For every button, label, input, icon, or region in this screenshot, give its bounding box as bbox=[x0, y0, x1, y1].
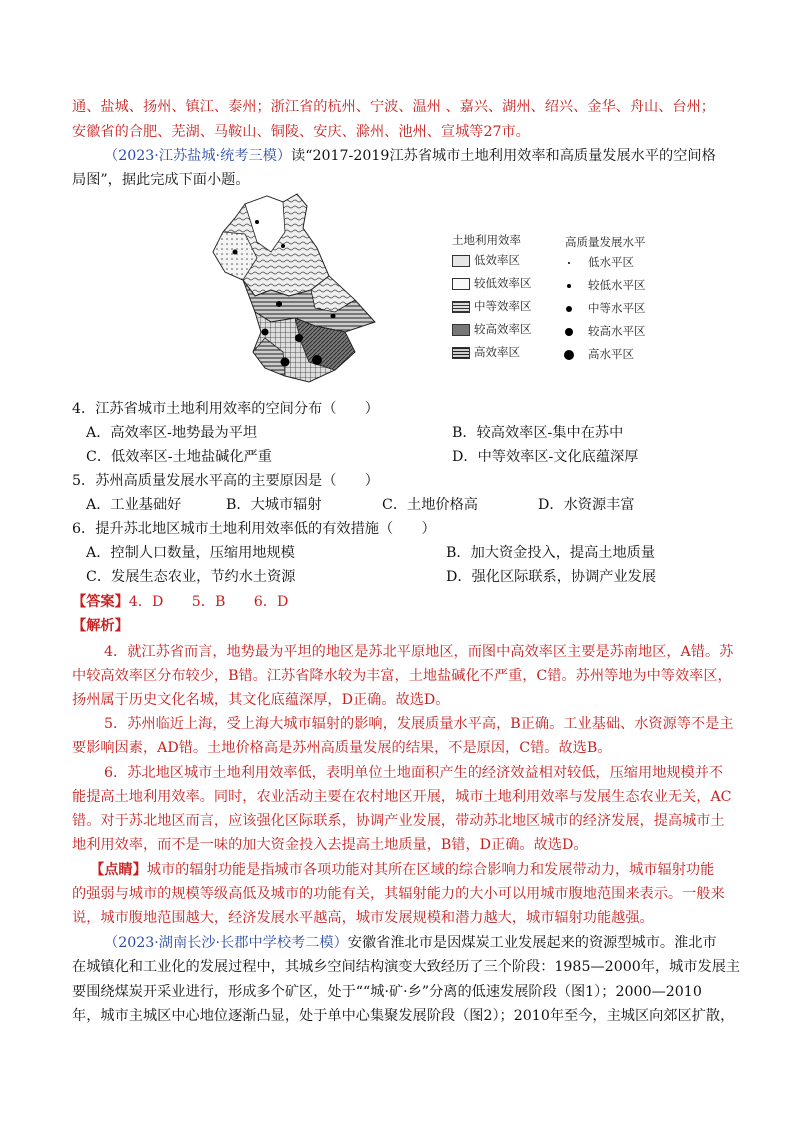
question-group-2-header bbox=[104, 932, 764, 954]
legend-swatch bbox=[452, 347, 470, 359]
legend-swatch bbox=[452, 278, 470, 290]
question-4-stem: 4．江苏省城市土地利用效率的空间分布（ ） bbox=[72, 401, 379, 417]
question-group-2-line-4: 年，城市主城区中心地位逐渐凸显，处于单中心集聚发展阶段（图2）；2010年至今，主城区向郊区扩散， bbox=[72, 1008, 735, 1024]
analysis-line-9: 地利用效率，而不是一味的加大资金投入去提高土地质量，B错，D正确。故选D。 bbox=[72, 837, 588, 853]
answer-line bbox=[72, 591, 732, 613]
question-6-option-b[interactable]: B．加大资金投入，提高土地质量 bbox=[446, 545, 656, 561]
legend-land-item-3: 中等效率区 bbox=[452, 298, 532, 314]
legend-dot-2 bbox=[567, 284, 571, 288]
tip-line-1 bbox=[90, 859, 750, 881]
question-intro: 读“2017-2019江苏省城市土地利用效率和高质量发展水平的空间格 bbox=[291, 148, 716, 164]
question-source: （2023·江苏盐城·统考三模） bbox=[104, 148, 292, 164]
legend-dot-3 bbox=[566, 306, 572, 312]
tip-text-1: 城市的辐射功能是指城市各项功能对其所在区域的综合影响力和发展带动力，城市辐射功能 bbox=[146, 862, 715, 878]
legend-quality-item-2: 较低水平区 bbox=[588, 278, 646, 292]
city-dot-5 bbox=[262, 329, 269, 336]
question-4-option-a[interactable]: A．高效率区-地势最为平坦 bbox=[86, 425, 258, 441]
tip-label: 【点睛】 bbox=[90, 862, 147, 878]
legend-swatch bbox=[452, 301, 470, 313]
analysis-line-7: 能提高土地利用效率。同时，农业活动主要在农村地区开展，城市土地利用效率与发展生态农业无关，AC bbox=[72, 789, 732, 805]
legend-dot-5 bbox=[564, 350, 574, 360]
tip-line-2: 的强弱与城市的规模等级高低及城市的功能有关，其辐射能力的大小可以用城市腹地范围来表示。一般来 bbox=[72, 886, 725, 902]
question-5-stem: 5．苏州高质量发展水平高的主要原因是（ ） bbox=[72, 473, 379, 489]
city-dot-3 bbox=[281, 244, 285, 248]
legend-quality-item-3: 中等水平区 bbox=[588, 301, 646, 315]
legend-land-item-5: 高效率区 bbox=[452, 344, 520, 360]
question-5-option-c[interactable]: C．土地价格高 bbox=[382, 497, 478, 513]
city-dot-8 bbox=[281, 358, 290, 367]
analysis-line-3: 扬州属于历史文化名城，其文化底蕴深厚，D正确。故选D。 bbox=[72, 692, 450, 708]
question-6-stem: 6．提升苏北地区城市土地利用效率低的有效措施（ ） bbox=[72, 521, 436, 537]
legend-dot-1 bbox=[568, 262, 570, 264]
analysis-label: 【解析】 bbox=[72, 618, 129, 634]
city-dot-9 bbox=[331, 314, 336, 319]
analysis-line-2: 中较高效率区分布较少，B错。江苏省降水较为丰富，土地盐碱化不严重，C错。苏州等地为中等效率区， bbox=[72, 668, 732, 684]
question-4-option-c[interactable]: C．低效率区-土地盐碱化严重 bbox=[86, 449, 272, 465]
city-dot-2 bbox=[233, 250, 238, 255]
legend-swatch bbox=[452, 255, 470, 267]
legend-land-title: 土地利用效率 bbox=[452, 233, 521, 247]
question-5-option-b[interactable]: B．大城市辐射 bbox=[226, 497, 322, 513]
city-dot-1 bbox=[255, 220, 259, 224]
jiangsu-map-figure bbox=[205, 192, 385, 387]
analysis-line-6: 6．苏北地区城市土地利用效率低，表明单位土地面积产生的经济效益相对较低，压缩用地规模并不 bbox=[104, 765, 724, 781]
legend-dot-4 bbox=[565, 328, 573, 336]
analysis-line-4: 5．苏州临近上海，受上海大城市辐射的影响，发展质量水平高，B正确。工业基础、水资源等不是主 bbox=[104, 716, 734, 732]
city-dot-7 bbox=[312, 355, 322, 365]
question-6-option-d[interactable]: D．强化区际联系，协调产业发展 bbox=[446, 569, 657, 585]
question-group-2-line-3: 要围绕煤炭开采业进行，形成多个矿区，处于““城·矿·乡”分离的低速发展阶段（图1）；2000—2010 bbox=[72, 984, 702, 1000]
analysis-line-8: 错。对于苏北地区而言，应该强化区际联系，协调产业发展，带动苏北地区城市的经济发展，提高城市土 bbox=[72, 813, 725, 829]
question-group-2-text-1: 安徽省淮北市是因煤炭工业发展起来的资源型城市。淮北市 bbox=[347, 935, 717, 951]
legend-land-item-1: 低效率区 bbox=[452, 252, 520, 268]
answer-label: 【答案】 bbox=[72, 594, 129, 610]
legend-swatch bbox=[452, 324, 470, 336]
legend-quality-item-1: 低水平区 bbox=[588, 255, 634, 269]
question-5-option-d[interactable]: D．水资源丰富 bbox=[538, 497, 635, 513]
city-dot-6 bbox=[295, 334, 303, 342]
question-group-1-header bbox=[104, 145, 764, 167]
tip-line-3: 说，城市腹地范围越大，经济发展水平越高，城市发展规模和潜力越大，城市辐射功能越强。 bbox=[72, 910, 654, 926]
question-intro-line-2: 局图”，据此完成下面小题。 bbox=[72, 172, 250, 188]
legend-quality-item-4: 较高水平区 bbox=[588, 324, 646, 338]
question-6-option-a[interactable]: A．控制人口数量，压缩用地规模 bbox=[86, 545, 295, 561]
legend-land-item-2: 较低效率区 bbox=[452, 275, 532, 291]
intro-line-1: 通、盐城、扬州、镇江、泰州；浙江省的杭州、宁波、温州 、嘉兴、湖州、绍兴、金华、舟山、台州； bbox=[72, 99, 715, 115]
intro-line-2: 安徽省的合肥、芜湖、马鞍山、铜陵、安庆、滁州、池州、宣城等27市。 bbox=[72, 124, 530, 140]
legend-land-item-4: 较高效率区 bbox=[452, 321, 532, 337]
answer-value: 4．D 5．B 6．D bbox=[128, 594, 289, 610]
city-dot-4 bbox=[276, 301, 282, 307]
question-5-option-a[interactable]: A．工业基础好 bbox=[86, 497, 182, 513]
analysis-line-5: 要影响因素，AD错。土地价格高是苏州高质量发展的结果，不是原因，C错。故选B。 bbox=[72, 740, 612, 756]
question-4-option-b[interactable]: B．较高效率区-集中在苏中 bbox=[452, 425, 624, 441]
legend-quality-title: 高质量发展水平 bbox=[565, 235, 646, 249]
legend-quality-item-5: 高水平区 bbox=[588, 347, 634, 361]
question-group-2-line-2: 在城镇化和工业化的发展过程中，其城乡空间结构演变大致经历了三个阶段：1985—2000年，城市发展主 bbox=[72, 959, 741, 975]
question-source-2: （2023·湖南长沙·长郡中学校考二模） bbox=[104, 935, 348, 951]
question-6-option-c[interactable]: C．发展生态农业，节约水土资源 bbox=[86, 569, 296, 585]
question-4-option-d[interactable]: D．中等效率区-文化底蕴深厚 bbox=[452, 449, 639, 465]
analysis-line-1: 4．就江苏省而言，地势最为平坦的地区是苏北平原地区，而图中高效率区主要是苏南地区，A错。苏 bbox=[104, 644, 734, 660]
